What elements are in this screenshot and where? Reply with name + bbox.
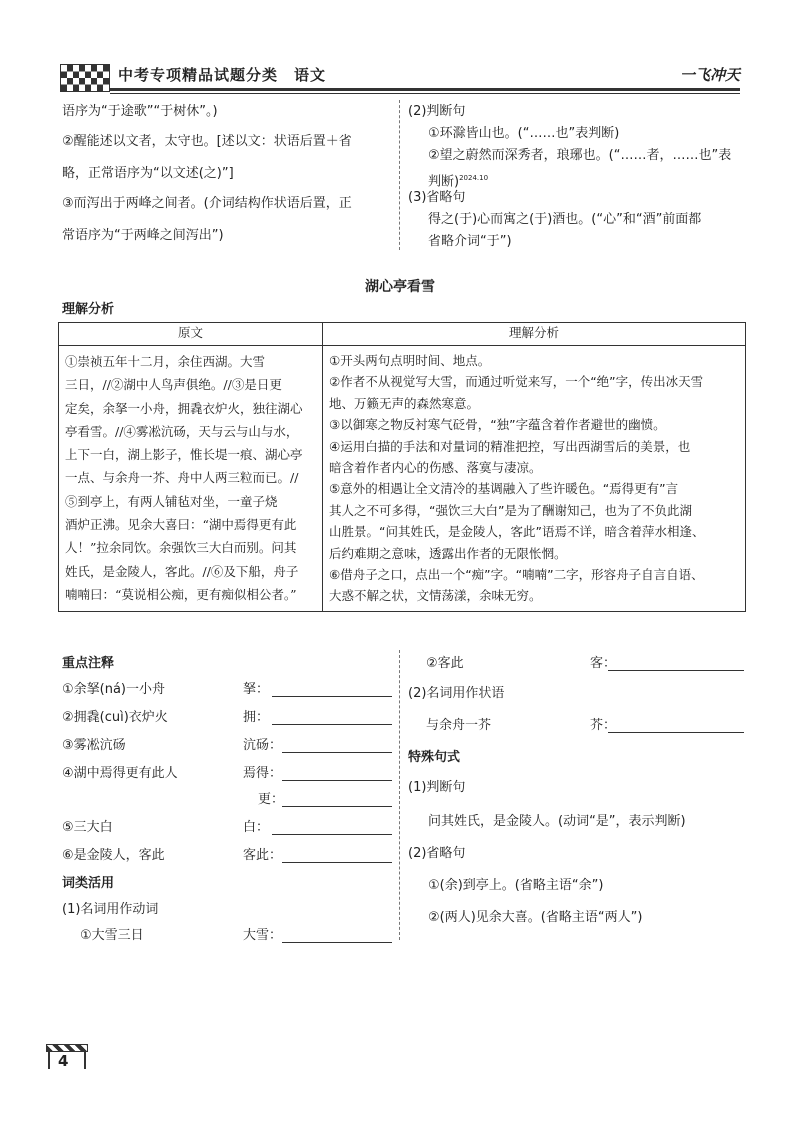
analysis-line: 其人之不可多得，“强饮三大白”是为了酬谢知己，也为了不负此湖 — [329, 502, 692, 518]
column-divider-bottom — [399, 650, 400, 940]
original-line: 三日，//②湖中人鸟声俱绝。//③是日更 — [65, 377, 282, 393]
analysis-label: 理解分析 — [62, 302, 115, 317]
original-line: ①崇祯五年十二月，余住西湖。大雪 — [65, 354, 266, 369]
top-right-line-3: ②望之蔚然而深秀者，琅琊也。(“……者，……也”表 — [428, 148, 732, 163]
note-item-1: ①余拏(ná)一小舟 — [62, 682, 166, 697]
answer-blank[interactable] — [272, 724, 392, 725]
answer-blank[interactable] — [282, 942, 392, 943]
note-label-6: 白： — [243, 820, 270, 835]
judgment-heading: (1)判断句 — [408, 780, 466, 795]
note-label-2: 拥： — [243, 710, 270, 725]
analysis-table — [58, 322, 746, 612]
analysis-line: 大惑不解之状，文情荡漾，余味无穷。 — [329, 588, 542, 604]
original-line: 喃喃曰：“莫说相公痴，更有痴似相公者。” — [65, 586, 297, 602]
header-checker-decoration — [60, 64, 110, 92]
note-label-5: 更： — [258, 792, 285, 807]
special-heading: 特殊句式 — [408, 750, 461, 765]
top-right-line-4: 判断)$^{2024.10}$ — [428, 174, 489, 190]
original-line: 亭看雪。//④雾凇沆砀，天与云与山与水， — [65, 423, 299, 439]
omission-heading: (2)省略句 — [408, 846, 466, 861]
analysis-line: ⑥借舟子之口，点出一个“痴”字。“喃喃”二字，形容舟子自言自语、 — [329, 567, 704, 583]
judgment-example: 问其姓氏，是金陵人。(动词“是”，表示判断) — [428, 814, 686, 829]
original-line: 一点、与余舟一芥、舟中人两三粒而已。// — [65, 470, 299, 486]
note-label-4: 焉得： — [243, 766, 283, 781]
answer-blank[interactable] — [272, 834, 392, 835]
word-class-heading: 词类活用 — [62, 876, 115, 891]
note-label-7: 客此： — [243, 848, 283, 863]
top-right-line-6: 得之(于)心而寓之(于)酒也。(“心”和“酒”前面都 — [428, 212, 702, 227]
analysis-line: ⑤意外的相遇让全文清冷的基调融入了些许暖色。“焉得更有”言 — [329, 481, 679, 497]
column-divider-top — [399, 100, 400, 250]
note-label-3: 沆砀： — [243, 738, 283, 753]
analysis-line: ①开头两句点明时间、地点。 — [329, 353, 491, 368]
original-line: 姓氏，是金陵人，客此。//⑥及下船，舟子 — [65, 563, 299, 579]
answer-blank[interactable] — [608, 732, 744, 733]
header-rule — [110, 88, 740, 91]
analysis-line: ④运用白描的手法和对量词的精准把控，写出西湖雪后的美景，也 — [329, 438, 691, 454]
top-right-line-1: (2)判断句 — [408, 104, 466, 119]
analysis-line: 地、万籁无声的森然寒意。 — [329, 395, 480, 411]
original-line: 人！”拉余同饮。余强饮三大白而别。问其 — [65, 540, 297, 556]
note-item-3: ③雾凇沆砀 — [62, 738, 126, 753]
analysis-line: ③以御寒之物反衬寒气砭骨，“独”字蕴含着作者避世的幽愤。 — [329, 417, 666, 433]
page-number-flag — [46, 1044, 88, 1052]
note-item-2: ②拥毳(cuì)衣炉火 — [62, 710, 168, 725]
original-line: 酒炉正沸。见余大喜曰：“湖中焉得更有此 — [65, 517, 297, 533]
noun-as-verb: (1)名词用作动词 — [62, 902, 159, 917]
right-item-2-label: 客： — [590, 656, 617, 671]
notes-heading: 重点注释 — [62, 656, 115, 671]
answer-blank[interactable] — [282, 752, 392, 753]
section-title: 湖心亭看雪 — [365, 279, 435, 295]
omission-example-1: ①(余)到亭上。(省略主语“余”) — [428, 878, 604, 893]
analysis-line: ②作者不从视觉写大雪，而通过听觉来写，一个“绝”字，传出冰天雪 — [329, 374, 704, 390]
table-header-analysis: 理解分析 — [323, 323, 746, 346]
top-left-line-2: ②醒能述以文者，太守也。[述以文：状语后置＋省 — [62, 134, 352, 149]
page-number-badge — [46, 1044, 88, 1070]
note-item-6: ⑤三大白 — [62, 820, 113, 835]
date-stamp: 2024.10 — [459, 174, 489, 182]
top-right-line-7: 省略介词“于”) — [428, 234, 512, 249]
note-item-4: ④湖中焉得更有此人 — [62, 766, 178, 781]
analysis-line: 山胜景。“问其姓氏，是金陵人，客此”语焉不详，暗含着萍水相逢、 — [329, 524, 705, 540]
top-right-line-2: ①环滁皆山也。(“……也”表判断) — [428, 126, 620, 141]
note-label-1: 拏： — [243, 682, 270, 697]
note-item-7: ⑥是金陵人，客此 — [62, 848, 165, 863]
answer-blank[interactable] — [272, 696, 392, 697]
right-item-3: 与余舟一芥 — [426, 718, 492, 733]
top-left-line-3: 略，正常语序为“以文述(之)”] — [62, 166, 234, 181]
analysis-text-cell — [323, 346, 746, 612]
original-text-cell — [59, 346, 323, 612]
table-header-original: 原文 — [59, 323, 323, 346]
answer-blank[interactable] — [608, 670, 744, 671]
flag-pole — [48, 1051, 50, 1069]
analysis-line: 后约难期之意味，透露出作者的无限怅惘。 — [329, 545, 567, 561]
omission-example-2: ②(两人)见余大喜。(省略主语“两人”) — [428, 910, 643, 925]
top-right-line-5: (3)省略句 — [408, 190, 466, 205]
flag-pole — [84, 1051, 86, 1069]
right-item-3-label: 芥： — [590, 718, 617, 733]
noun-item: ①大雪三日 — [80, 928, 144, 943]
noun-item-label: 大雪： — [243, 928, 283, 943]
series-title: 中考专项精品试题分类 语文 — [118, 66, 327, 84]
original-line: 上下一白，湖上影子，惟长堤一痕、湖心亭 — [65, 447, 303, 463]
brand-logo: 一飞冲天 — [680, 66, 741, 84]
analysis-line: 暗含着作者内心的伤感、落寞与凄凉。 — [329, 460, 542, 476]
top-left-line-4: ③而泻出于两峰之间者。(介词结构作状语后置，正 — [62, 196, 352, 211]
top-left-line-1: 语序为“于途歌”“于树休”。) — [62, 104, 218, 119]
answer-blank[interactable] — [282, 806, 392, 807]
answer-blank[interactable] — [282, 862, 392, 863]
page-number: 4 — [58, 1052, 69, 1070]
original-line: 定矣，余拏一小舟，拥毳衣炉火，独往湖心 — [65, 400, 303, 416]
answer-blank[interactable] — [282, 780, 392, 781]
original-line: ⑤到亭上，有两人铺毡对坐，一童子烧 — [65, 493, 278, 509]
top-left-line-5: 常语序为“于两峰之间泻出”) — [62, 228, 224, 243]
right-item-2: ②客此 — [426, 656, 464, 671]
noun-adverbial: (2)名词用作状语 — [408, 686, 505, 701]
header-rule-thin — [110, 93, 740, 94]
